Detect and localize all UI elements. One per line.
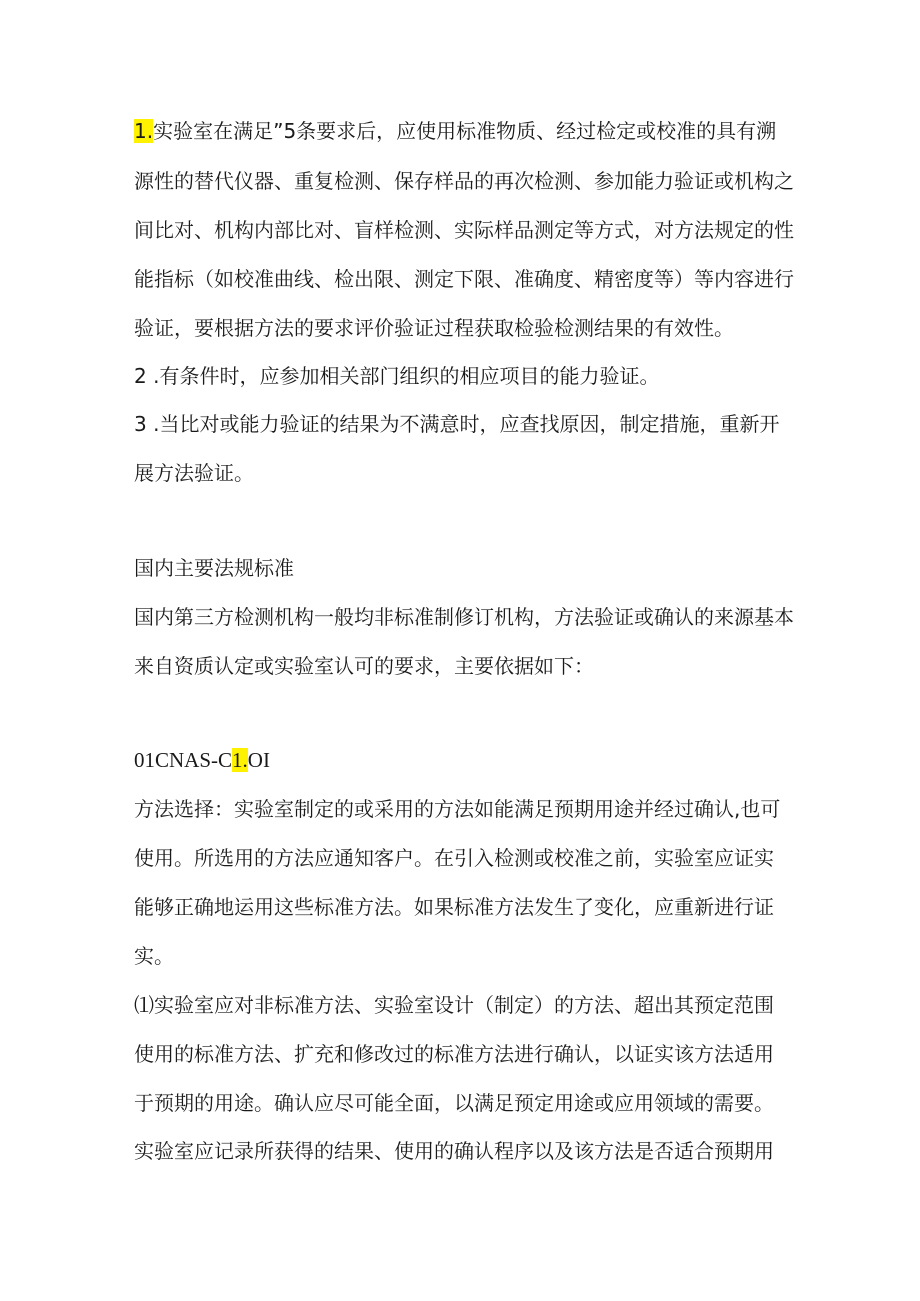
paragraph-line: 能指标（如校准曲线、检出限、测定下限、准确度、精密度等）等内容进行 [134,267,794,291]
standard-heading [134,746,794,774]
paragraph-line: 来自资质认定或实验室认可的要求，主要依据如下： [134,654,594,678]
paragraph-line: 使用。所选用的方法应通知客户。在引入检测或校准之前，实验室应证实 [134,846,774,870]
heading-suffix: OI [247,748,270,772]
highlighted-text: 1. [232,748,248,772]
paragraph-line: 于预期的用途。确认应尽可能全面，以满足预定用途或应用领域的需要。 [134,1091,774,1115]
paragraph-line: 间比对、机构内部比对、盲样检测、实际样品测定等方式，对方法规定的性 [134,218,794,242]
paragraph-line: 2 .有条件时，应参加相关部门组织的相应项目的能力验证。 [134,364,660,388]
paragraph-line: 能够正确地运用这些标准方法。如果标准方法发生了变化，应重新进行证 [134,895,774,919]
paragraph-line: 源性的替代仪器、重复检测、保存样品的再次检测、参加能力验证或机构之 [134,169,794,193]
section-heading: 国内主要法规标准 [134,556,294,580]
paragraph-line: 展方法验证。 [134,461,254,485]
paragraph-line: 3 .当比对或能力验证的结果为不满意时，应查找原因，制定措施，重新开 [134,412,780,436]
paragraph-line: 实验室应记录所获得的结果、使用的确认程序以及该方法是否适合预期用 [134,1139,774,1163]
paragraph-line [134,117,794,145]
heading-prefix: 01CNAS-C [134,748,233,772]
paragraph-line: 验证，要根据方法的要求评价验证过程获取检验检测结果的有效性。 [134,316,734,340]
paragraph-line: 实。 [134,944,174,968]
highlighted-number: 1. [134,119,154,143]
paragraph-line: ⑴实验室应对非标准方法、实验室设计（制定）的方法、超出其预定范围 [134,993,774,1017]
paragraph-line: 方法选择：实验室制定的或采用的方法如能满足预期用途并经过确认,也可 [134,797,781,821]
text-span: 实验室在满足”5条要求后，应使用标准物质、经过检定或校准的具有溯 [153,119,777,143]
paragraph-line: 使用的标准方法、扩充和修改过的标准方法进行确认，以证实该方法适用 [134,1042,774,1066]
paragraph-line: 国内第三方检测机构一般均非标准制修订机构，方法验证或确认的来源基本 [134,605,794,629]
